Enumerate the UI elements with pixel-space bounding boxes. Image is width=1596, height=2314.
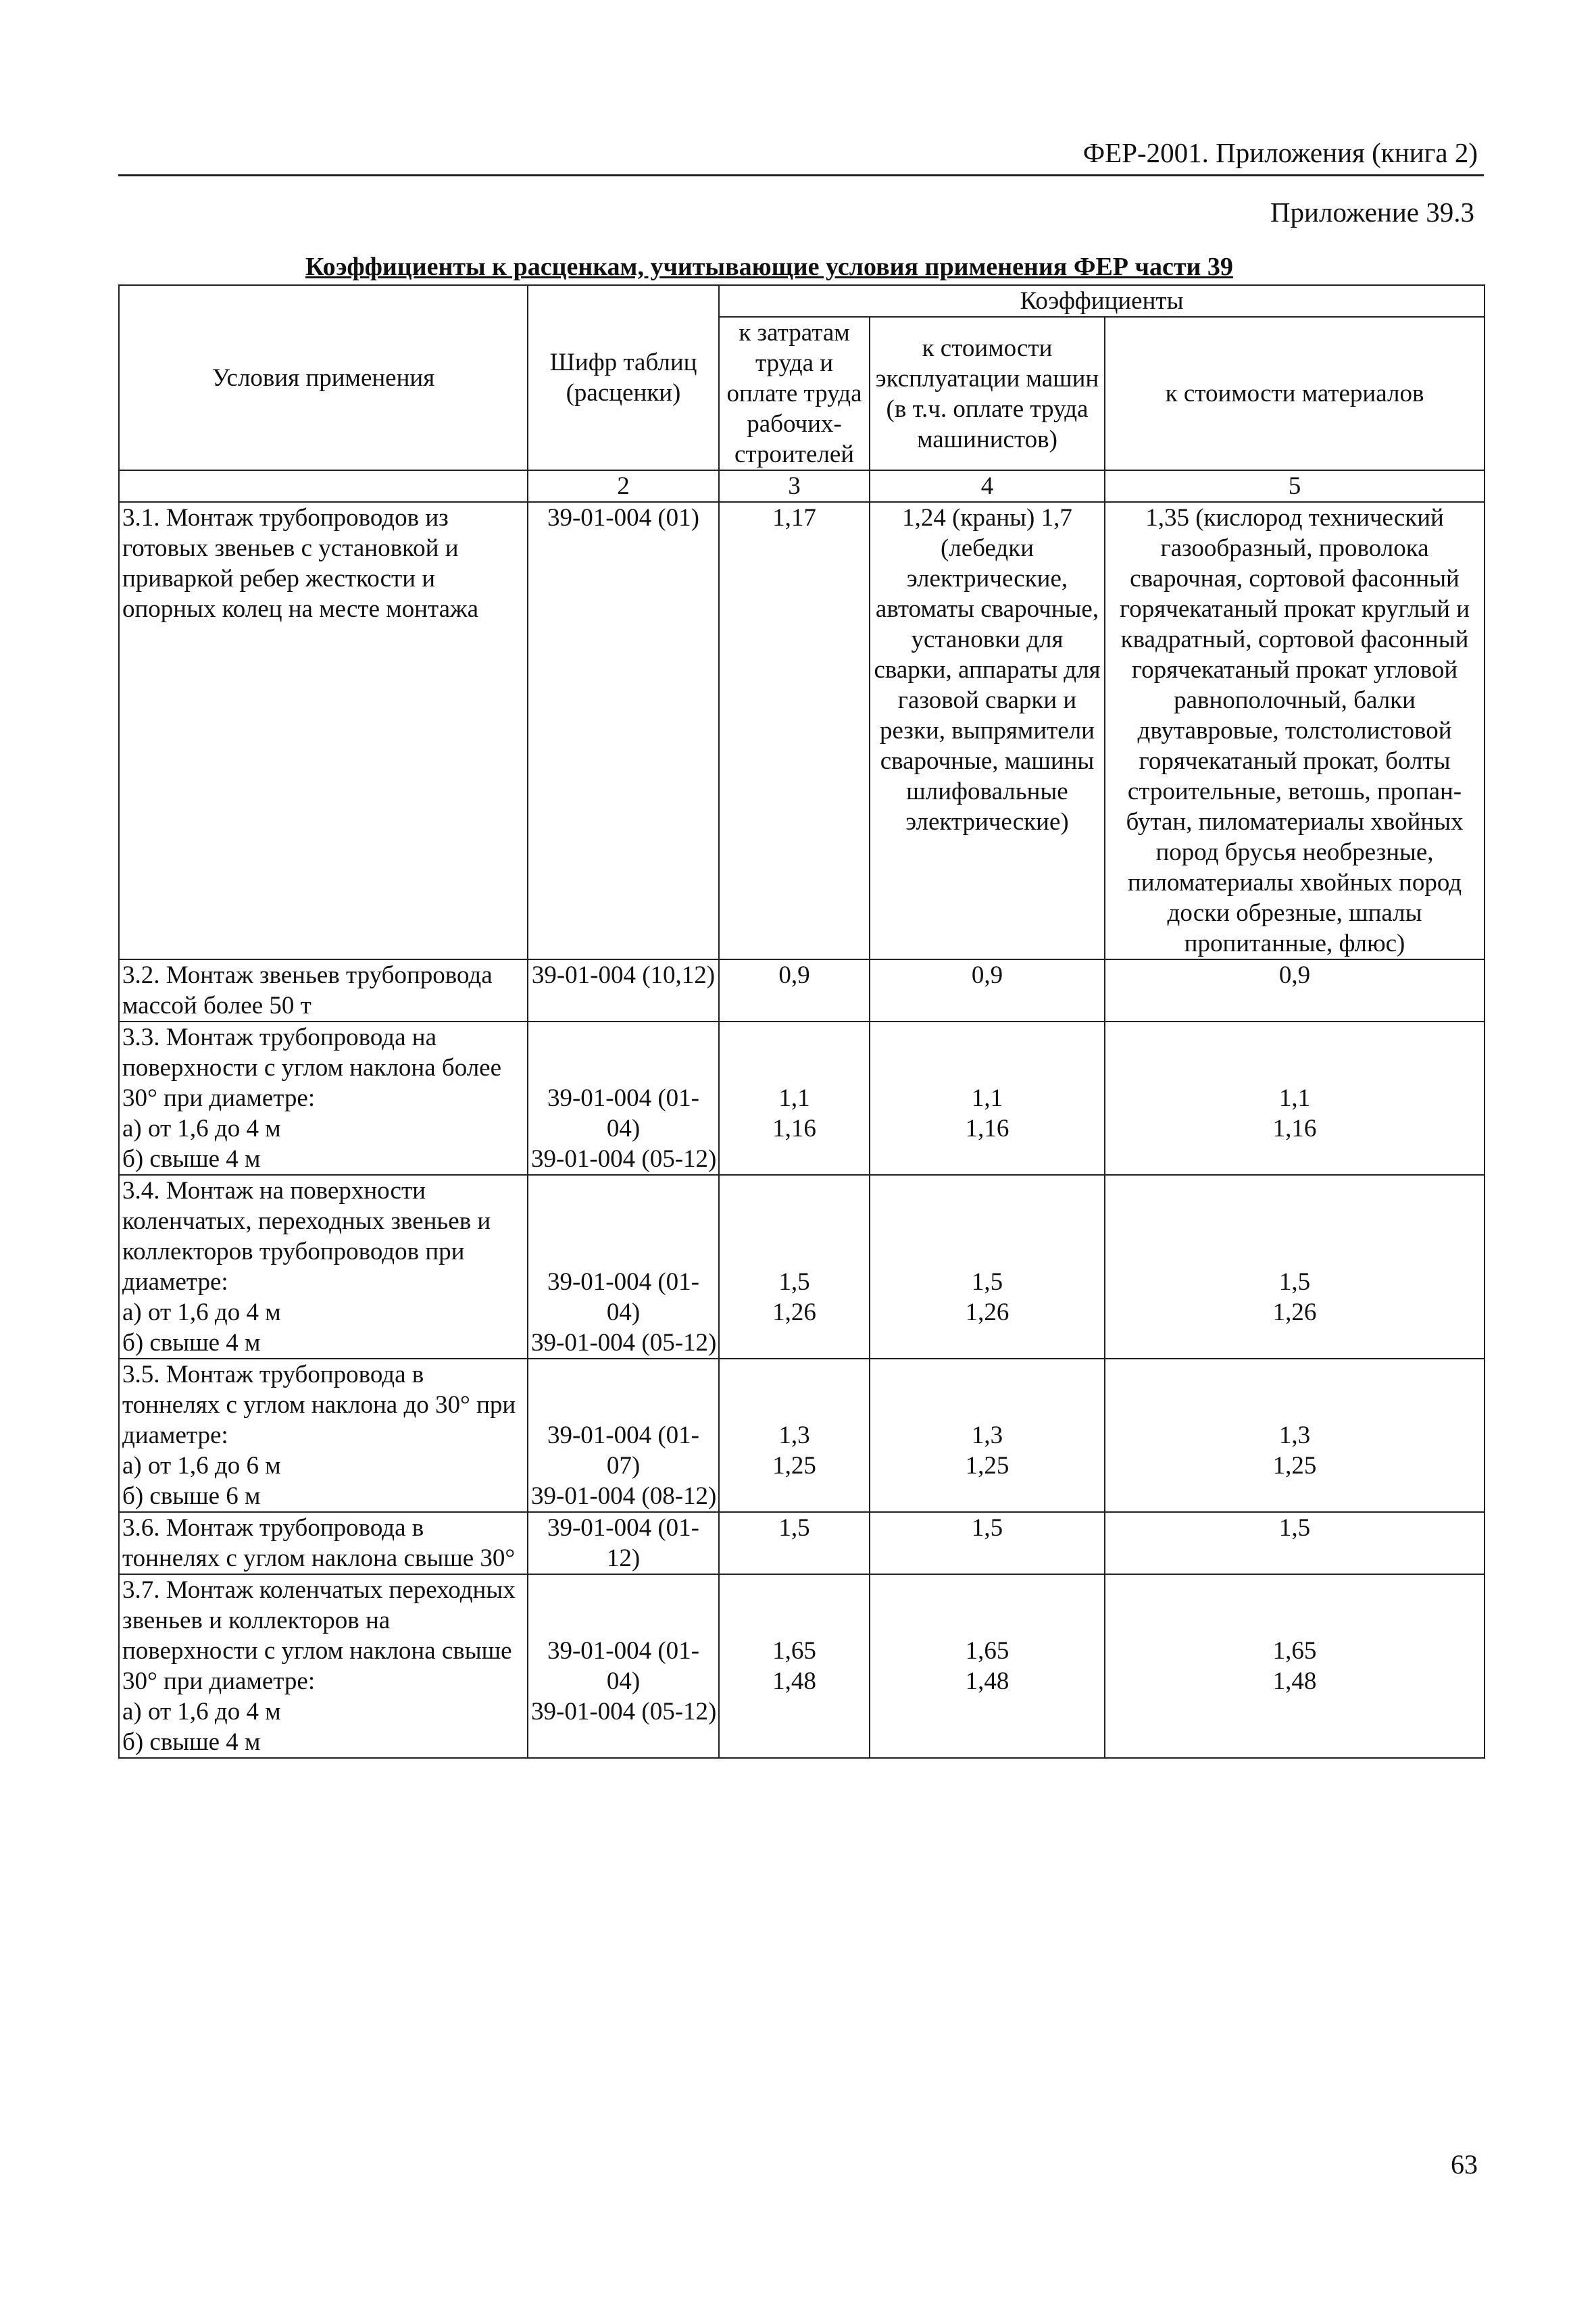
labor-cell [719, 1175, 870, 1359]
machines-cell: 1,24 (краны) 1,7 (лебедки электрические, автоматы сварочные, установки для сварки, аппараты для газовой сварки и резки, выпрямители сварочные, машины шлифовальные электрические) [870, 502, 1105, 959]
code-cell: 39-01-004 (01-12) [528, 1512, 719, 1574]
materials-cell [1105, 1175, 1485, 1359]
table-row [119, 1175, 1485, 1359]
machines-b: 1,26 [965, 1299, 1009, 1326]
materials-b: 1,48 [1272, 1667, 1317, 1695]
condition-sub-b: б) свыше 4 м [122, 1145, 261, 1173]
code-cell [528, 1574, 719, 1758]
code-b: 39-01-004 (08-12) [531, 1482, 717, 1510]
condition-text: 3.4. Монтаж на поверхности коленчатых, переходных звеньев и коллекторов трубопроводов при диаметре: [122, 1177, 491, 1296]
header-divider [118, 174, 1484, 176]
materials-b: 1,16 [1272, 1115, 1317, 1142]
labor-a: 1,1 [778, 1084, 810, 1112]
condition-sub-a: а) от 1,6 до 4 м [122, 1299, 281, 1326]
condition-sub-b: б) свыше 4 м [122, 1329, 261, 1357]
condition-text: 3.3. Монтаж трубопровода на поверхности с углом наклона более 30° при диаметре: [122, 1024, 502, 1112]
header-coefficients: Коэффициенты [719, 285, 1485, 317]
condition-cell: 3.2. Монтаж звеньев трубопровода массой более 50 т [119, 959, 528, 1022]
materials-cell [1105, 1022, 1485, 1175]
header-labor: к затратам труда и оплате труда рабочих-строителей [719, 317, 870, 470]
header-materials: к стоимости материалов [1105, 317, 1485, 470]
materials-a: 1,5 [1278, 1268, 1311, 1296]
labor-cell [719, 1022, 870, 1175]
machines-cell: 0,9 [870, 959, 1105, 1022]
materials-cell [1105, 1574, 1485, 1758]
machines-b: 1,16 [965, 1115, 1009, 1142]
materials-cell: 1,5 [1105, 1512, 1485, 1574]
code-cell: 39-01-004 (10,12) [528, 959, 719, 1022]
table-row [119, 1022, 1485, 1175]
column-number: 5 [1105, 470, 1485, 502]
table-row [119, 502, 1485, 959]
code-b: 39-01-004 (05-12) [531, 1698, 717, 1726]
machines-cell [870, 1175, 1105, 1359]
code-cell [528, 1175, 719, 1359]
code-b: 39-01-004 (05-12) [531, 1329, 717, 1357]
materials-b: 1,25 [1272, 1452, 1317, 1480]
condition-sub-b: б) свыше 6 м [122, 1482, 261, 1510]
code-a: 39-01-004 (01-04) [547, 1084, 700, 1142]
header-row [119, 285, 1485, 317]
labor-b: 1,26 [772, 1299, 816, 1326]
condition-sub-a: а) от 1,6 до 6 м [122, 1452, 281, 1480]
condition-sub-a: а) от 1,6 до 4 м [122, 1115, 281, 1142]
labor-cell: 0,9 [719, 959, 870, 1022]
machines-a: 1,65 [965, 1637, 1009, 1665]
condition-text: 3.7. Монтаж коленчатых переходных звеньев и коллекторов на поверхности с углом наклона свыше 30° при диаметре: [122, 1576, 516, 1695]
appendix-label: Приложение 39.3 [1270, 197, 1474, 228]
machines-cell [870, 1022, 1105, 1175]
condition-cell [119, 1359, 528, 1512]
header-machines: к стоимости эксплуатации машин (в т.ч. оплате труда машинистов) [870, 317, 1105, 470]
machines-b: 1,48 [965, 1667, 1009, 1695]
labor-b: 1,16 [772, 1115, 816, 1142]
machines-cell [870, 1574, 1105, 1758]
condition-sub-a: а) от 1,6 до 4 м [122, 1698, 281, 1726]
machines-b: 1,25 [965, 1452, 1009, 1480]
machines-cell [870, 1359, 1105, 1512]
page-number: 63 [1451, 2149, 1478, 2180]
table-row [119, 959, 1485, 1022]
labor-cell [719, 1574, 870, 1758]
materials-cell [1105, 1359, 1485, 1512]
condition-cell: 3.1. Монтаж трубопроводов из готовых звеньев с установкой и приваркой ребер жесткости и опорных колец на месте монтажа [119, 502, 528, 959]
machines-cell: 1,5 [870, 1512, 1105, 1574]
materials-a: 1,65 [1272, 1637, 1317, 1665]
coefficients-table [118, 284, 1485, 1759]
materials-cell: 0,9 [1105, 959, 1485, 1022]
column-number: 2 [528, 470, 719, 502]
condition-cell: 3.6. Монтаж трубопровода в тоннелях с углом наклона свыше 30° [119, 1512, 528, 1574]
column-number: 3 [719, 470, 870, 502]
condition-text: 3.5. Монтаж трубопровода в тоннелях с углом наклона до 30° при диаметре: [122, 1361, 516, 1449]
table-row [119, 1359, 1485, 1512]
machines-a: 1,1 [971, 1084, 1003, 1112]
code-a: 39-01-004 (01-07) [547, 1422, 700, 1480]
code-cell [528, 1022, 719, 1175]
condition-sub-b: б) свыше 4 м [122, 1728, 261, 1756]
machines-a: 1,3 [971, 1422, 1003, 1449]
labor-cell: 1,17 [719, 502, 870, 959]
code-b: 39-01-004 (05-12) [531, 1145, 717, 1173]
document-title: ФЕР-2001. Приложения (книга 2) [1082, 137, 1478, 168]
code-cell: 39-01-004 (01) [528, 502, 719, 959]
table-caption: Коэффициенты к расценкам, учитывающие условия применения ФЕР части 39 [305, 253, 1233, 281]
header-conditions: Условия применения [119, 285, 528, 470]
condition-cell [119, 1022, 528, 1175]
header-code: Шифр таблиц (расценки) [528, 285, 719, 470]
labor-a: 1,3 [778, 1422, 810, 1449]
labor-cell: 1,5 [719, 1512, 870, 1574]
labor-b: 1,48 [772, 1667, 816, 1695]
code-a: 39-01-004 (01-04) [547, 1268, 700, 1326]
labor-a: 1,5 [778, 1268, 810, 1296]
materials-cell: 1,35 (кислород технический газообразный, проволока сварочная, сортовой фасонный горячекатаный прокат круглый и квадратный, сортовой фасонный горячекатаный прокат угловой равнополочный, балки двутавровые, толстолистовой горячекатаный прокат, болты строительные, ветошь, пропан-бутан, пиломатериалы хвойных пород брусья необрезные, пиломатериалы хвойных пород доски обрезные, шпалы пропитанные, флюс) [1105, 502, 1485, 959]
machines-a: 1,5 [971, 1268, 1003, 1296]
materials-a: 1,1 [1278, 1084, 1311, 1112]
table-row [119, 1512, 1485, 1574]
code-a: 39-01-004 (01-04) [547, 1637, 700, 1695]
materials-b: 1,26 [1272, 1299, 1317, 1326]
table-row [119, 1574, 1485, 1758]
labor-cell [719, 1359, 870, 1512]
column-number: 4 [870, 470, 1105, 502]
labor-a: 1,65 [772, 1637, 816, 1665]
column-numbers-row [119, 470, 1485, 502]
labor-b: 1,25 [772, 1452, 816, 1480]
condition-cell [119, 1175, 528, 1359]
condition-cell [119, 1574, 528, 1758]
code-cell [528, 1359, 719, 1512]
materials-a: 1,3 [1278, 1422, 1311, 1449]
